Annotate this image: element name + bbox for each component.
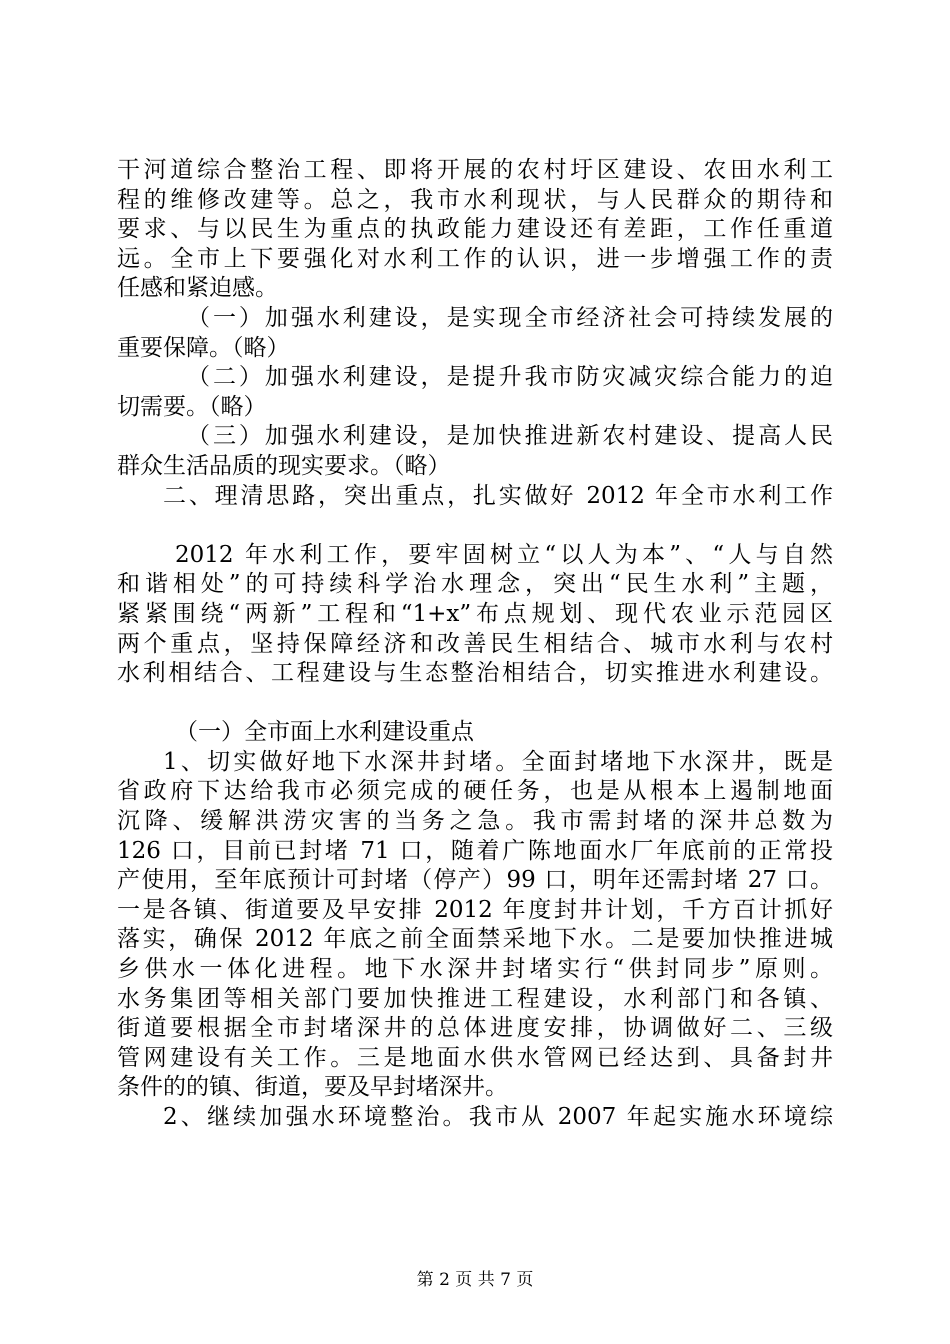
text-line: 沉降、缓解洪涝灾害的当务之急。我市需封堵的深井总数为 <box>117 808 833 835</box>
text-line: 两个重点，坚持保障经济和改善民生相结合、城市水利与农村 <box>117 630 833 657</box>
blank-line <box>117 689 833 719</box>
blank-line <box>117 511 833 541</box>
text-line: 落实，确保 2012 年底之前全面禁采地下水。二是要加快推进城 <box>117 926 833 953</box>
text-line: 一是各镇、街道要及早安排 2012 年度封井计划，千方百计抓好 <box>117 896 833 923</box>
document-body <box>117 156 833 1133</box>
text-line: 2012 年水利工作，要牢固树立“以人为本”、“人与自然 <box>175 541 833 568</box>
section-heading-2: （二）加强水利建设，是提升我市防灾减灾综合能力的迫 <box>187 364 833 391</box>
page-number-footer: 第 2 页 共 7 页 <box>416 1270 534 1290</box>
text-line: 重要保障。（略） <box>117 334 290 361</box>
text-line: 紧紧围绕“两新”工程和“1+x”布点规划、现代农业示范园区 <box>117 600 833 627</box>
text-line: 2、继续加强水环境整治。我市从 2007 年起实施水环境综 <box>163 1104 833 1130</box>
text-line: 水利相结合、工程建设与生态整治相结合，切实推进水利建设。 <box>117 660 833 687</box>
text-line: 和谐相处”的可持续科学治水理念，突出“民生水利”主题， <box>117 571 833 598</box>
section-heading-3: （三）加强水利建设，是加快推进新农村建设、提高人民 <box>187 423 833 450</box>
text-line: 产使用，至年底预计可封堵（停产）99 口，明年还需封堵 27 口。 <box>117 867 833 894</box>
text-line: 水务集团等相关部门要加快推进工程建设，水利部门和各镇、 <box>117 985 833 1012</box>
text-line: 街道要根据全市封堵深井的总体进度安排，协调做好二、三级 <box>117 1015 833 1042</box>
text-line: 程的维修改建等。总之，我市水利现状，与人民群众的期待和 <box>117 186 833 213</box>
text-line: 省政府下达给我市必须完成的硬任务，也是从根本上遏制地面 <box>117 778 833 805</box>
text-line: 切需要。（略） <box>117 393 267 420</box>
text-line: 干河道综合整治工程、即将开展的农村圩区建设、农田水利工 <box>117 157 833 183</box>
text-line: 126 口，目前已封堵 71 口，随着广陈地面水厂年底前的正常投 <box>117 837 833 864</box>
text-line: 远。全市上下要强化对水利工作的认识，进一步增强工作的责 <box>117 245 833 272</box>
text-line: 1、切实做好地下水深井封堵。全面封堵地下水深井，既是 <box>163 748 833 775</box>
chapter-heading: 二、理清思路，突出重点，扎实做好 2012 年全市水利工作 <box>163 482 833 509</box>
text-line: 管网建设有关工作。三是地面水供水管网已经达到、具备封井 <box>117 1044 833 1071</box>
text-line: 要求、与以民生为重点的执政能力建设还有差距，工作任重道 <box>117 216 833 243</box>
text-line: 任感和紧迫感。 <box>117 275 278 302</box>
text-line: 乡供水一体化进程。地下水深井封堵实行“供封同步”原则。 <box>117 956 833 983</box>
text-line: 条件的的镇、街道，要及早封堵深井。 <box>117 1074 508 1101</box>
subsection-heading: （一）全市面上水利建设重点 <box>175 719 474 746</box>
text-line: 群众生活品质的现实要求。（略） <box>117 452 451 479</box>
section-heading-1: （一）加强水利建设，是实现全市经济社会可持续发展的 <box>187 304 833 331</box>
